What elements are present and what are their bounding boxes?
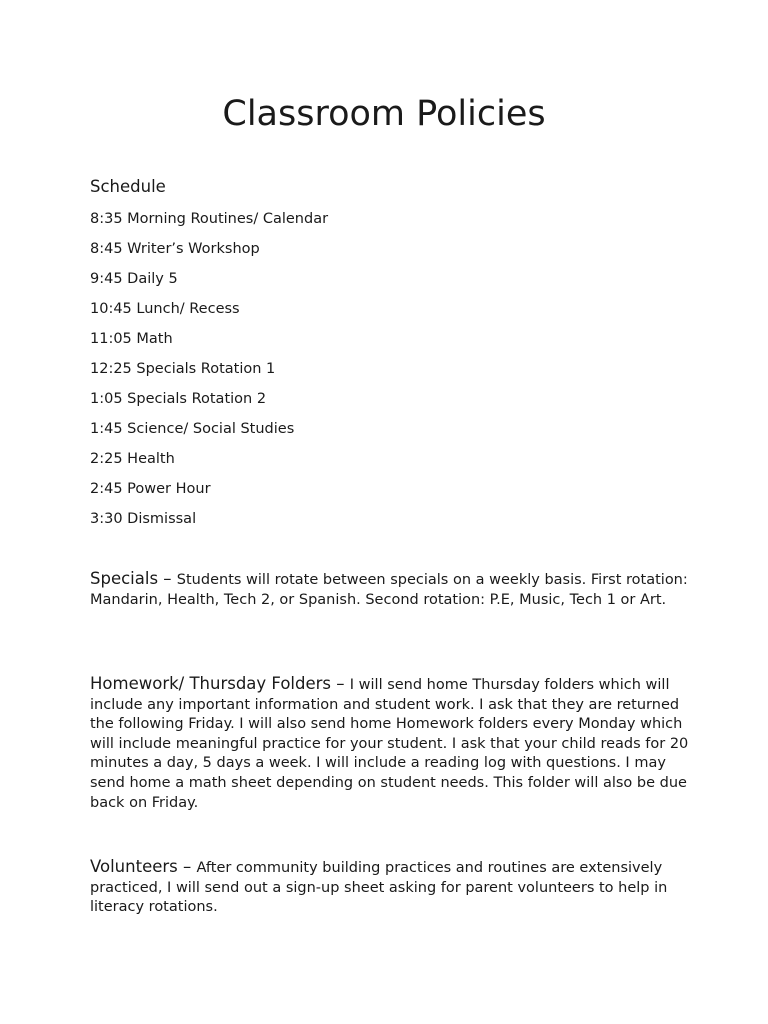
volunteers-heading: Volunteers –	[90, 857, 197, 876]
homework-paragraph	[90, 674, 690, 813]
schedule-item: 8:35 Morning Routines/ Calendar	[90, 211, 329, 227]
schedule-item: 9:45 Daily 5	[90, 271, 178, 287]
schedule-item: 10:45 Lunch/ Recess	[90, 301, 240, 317]
schedule-item: 1:05 Specials Rotation 2	[90, 391, 267, 407]
schedule-item: 2:25 Health	[90, 451, 175, 467]
schedule-item: 8:45 Writer’s Workshop	[90, 241, 260, 257]
specials-body: Students will rotate between specials on a weekly basis. First rotation: Mandarin, Health, Tech 2, or Spanish. Second rotation: P.E, Music, Tech 1 or Art.	[90, 572, 688, 608]
schedule-item: 2:45 Power Hour	[90, 481, 211, 497]
schedule-heading: Schedule	[90, 177, 166, 196]
schedule-item: 3:30 Dismissal	[90, 511, 197, 527]
homework-heading: Homework/ Thursday Folders –	[90, 674, 350, 693]
specials-heading: Specials –	[90, 569, 177, 588]
schedule-item: 12:25 Specials Rotation 1	[90, 361, 276, 377]
page-title: Classroom Policies	[222, 94, 546, 134]
schedule-item: 11:05 Math	[90, 331, 173, 347]
schedule-item: 1:45 Science/ Social Studies	[90, 421, 295, 437]
specials-paragraph	[90, 569, 690, 610]
homework-body: I will send home Thursday folders which will include any important information and student work. I ask that they are returned the following Friday. I will also send home Homework folders every Monday which will include meaningful practice for your student. I ask that your child reads for 20 minutes a day, 5 days a week. I will include a reading log with questions. I may send home a math sheet depending on student needs. This folder will also be due back on Friday.	[90, 677, 689, 811]
volunteers-body: After community building practices and routines are extensively practiced, I will send out a sign-up sheet asking for parent volunteers to help in literacy rotations.	[90, 860, 668, 916]
schedule-list	[90, 209, 328, 539]
volunteers-paragraph	[90, 857, 690, 918]
